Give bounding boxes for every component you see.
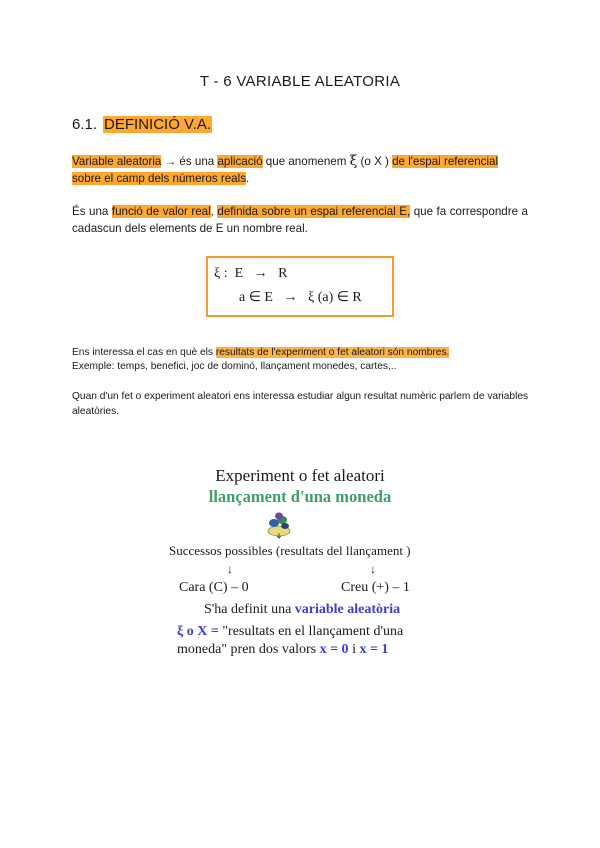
arrow-down-icon: ↓	[370, 562, 376, 576]
term-espai: de l'espai referencial sobre el camp dels números reals	[72, 155, 499, 185]
interest-paragraph	[72, 346, 542, 374]
value-0: x = 0	[319, 642, 349, 657]
variable-definition-line-2	[177, 642, 388, 658]
figure-title: Experiment o fet aleatori	[215, 466, 385, 485]
term-funcio: funció de valor real	[111, 205, 211, 218]
term-resultats: resultats de l'experiment o fet aleatori són nombres.	[215, 347, 450, 358]
variable-symbol: ξ o X =	[177, 624, 223, 639]
defined-term: variable aleatòria	[294, 602, 401, 617]
outcome-creu: Creu (+) – 1	[341, 580, 410, 595]
text: (o X )	[357, 155, 393, 168]
formula-line-2: a ∈ E → ξ (a) ∈ R	[239, 290, 362, 305]
term-definida: definida sobre un espai referencial E,	[217, 205, 411, 218]
formula-box	[206, 256, 394, 317]
xi-symbol: ξ	[349, 153, 358, 169]
example-text: Exemple: temps, benefici, joc de dominó, llançament monedes, cartes,..	[72, 361, 397, 372]
text: "resultats en el llançament d'una	[222, 624, 404, 639]
coin-stack-icon	[266, 509, 292, 539]
text: ,	[210, 205, 218, 218]
section-number: 6.1.	[72, 116, 98, 133]
outcomes-label: Successos possibles (resultats del llançament )	[169, 543, 411, 558]
variables-paragraph: Quan d'un fet o experiment aleatori ens interessa estudiar algun resultat numèric parlem de variables aleatòries.	[72, 391, 529, 417]
page-title: T - 6 VARIABLE ALEATORIA	[199, 73, 401, 90]
text: → és una	[161, 155, 218, 168]
text: i	[348, 642, 360, 657]
arrow-down-icon: ↓	[227, 562, 233, 576]
value-1: x = 1	[359, 642, 389, 657]
section-title: DEFINICIÓ V.A.	[104, 116, 212, 133]
text: que fa correspondre a cadascun dels elements de E un nombre real.	[72, 205, 528, 235]
figure-subtitle: llançament d'una moneda	[208, 487, 392, 506]
function-paragraph	[72, 203, 528, 237]
text: que anomenem	[262, 155, 350, 168]
outcome-cara: Cara (C) – 0	[179, 580, 249, 595]
variable-definition-line-1	[177, 624, 403, 640]
term-variable: Variable aleatoria	[72, 155, 162, 168]
term-aplicacio: aplicació	[217, 155, 263, 168]
text: És una	[72, 205, 112, 218]
text: .	[246, 172, 250, 185]
text: S'ha definit una	[204, 602, 295, 617]
defined-sentence	[204, 602, 400, 618]
text: Ens interessa el cas en què els	[72, 347, 216, 358]
text: moneda" pren dos valors	[177, 642, 320, 657]
section-heading	[72, 116, 212, 133]
definition-paragraph	[72, 153, 528, 187]
formula-line-1: ξ : E → R	[214, 266, 288, 281]
